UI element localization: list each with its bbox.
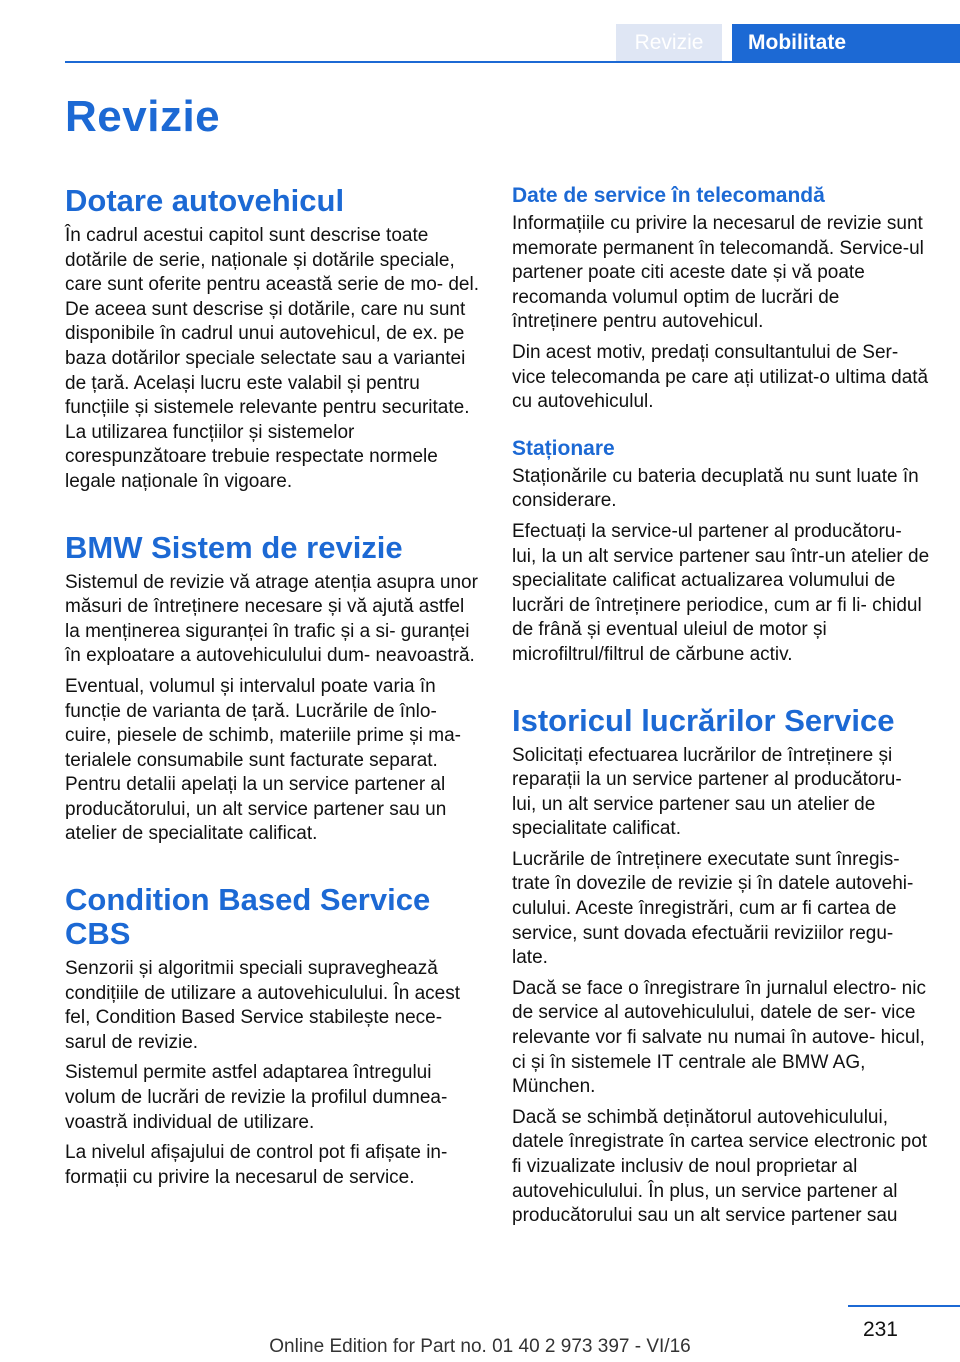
paragraph: Lucrările de întreținere executate sunt înregis‐ trate în dovezile de revizie și în datele autovehi‐ culului. Aceste înregistrări, cum ar fi cartea de service, sunt dovada efectuării reviziilor regu‐ late.: [512, 848, 914, 969]
subsection-title-telecomanda: Date de service în telecomandă: [512, 184, 825, 207]
header-divider: [65, 61, 960, 63]
section-title-dotare: Dotare autovehicul: [65, 183, 345, 218]
paragraph: Sistemul permite astfel adaptarea întregului volum de lucrări de revizie la profilul dumnea‐ voastră individual de utilizare.: [65, 1062, 448, 1133]
paragraph: Sistemul de revizie vă atrage atenția asupra unor măsuri de întreținere necesare și vă ajută astfel la menținerea siguranței în trafic și a si‐ guranței în exploatare a autovehiculului dum‐ neavoastră.: [65, 571, 478, 667]
left-column: [65, 184, 483, 1196]
page-title: Revizie: [65, 92, 221, 141]
tab-revizie[interactable]: Revizie: [616, 24, 722, 62]
paragraph: Informațiile cu privire la necesarul de revizie sunt memorate permanent în telecomandă. Service-ul partener poate citi aceste date și vă poate recomanda volumul optim de lucrări de întreținere pentru autovehicul.: [512, 213, 924, 333]
section-title-sistem-revizie: BMW Sistem de revizie: [65, 529, 403, 565]
tab-mobilitate[interactable]: Mobilitate: [732, 24, 960, 62]
paragraph: Efectuați la service-ul partener al producătoru‐ lui, la un alt service partener sau într-un atelier de specialitate calificat actualizarea volumului de lucrări de întreținere periodice, cum ar fi li‐ chidul de frână și eventual uleiul de motor și microfiltrul/filtrul de cărbune activ.: [512, 520, 930, 665]
paragraph: La nivelul afișajului de control pot fi afișate in‐ formații cu privire la necesarul de service.: [65, 1142, 448, 1188]
right-column: [512, 184, 930, 1235]
paragraph: Din acest motiv, predați consultantului de Ser‐ vice telecomanda pe care ați utilizat-o ultima dată cu autovehiculul.: [512, 341, 929, 413]
page-number: 231: [862, 1318, 898, 1341]
paragraph: Dacă se schimbă deținătorul autovehiculului, datele înregistrate în cartea service electronic pot fi vizualizate inclusiv de noul proprietar al autovehiculului. În plus, un service partener al producătorului sau un alt service partener sau: [512, 1106, 928, 1227]
paragraph: În cadrul acestui capitol sunt descrise toate dotările de serie, naționale și dotările speciale, care sunt oferite pentru această serie de mo‐ del. De aceea sunt descrise și dotările, care nu sunt disponibile în cadrul unui autovehicul, de ex. pe baza dotărilor speciale selectate sau a variantei de țară. Același lucru este valabil și pentru funcțiile și sistemele relevante pentru securitate. La utilizarea funcțiilor și sistemelor corespunzătoare trebuie respectate normele legale naționale în vigoare.: [65, 225, 480, 492]
paragraph: Staționările cu bateria decuplată nu sunt luate în considerare.: [512, 465, 919, 512]
edition-footer: Online Edition for Part no. 01 40 2 973 397 - VI/16: [269, 1336, 691, 1357]
section-title-cbs: Condition Based Service CBS: [65, 882, 431, 952]
subsection-title-stationare: Staționare: [512, 436, 615, 460]
page-header: [0, 0, 960, 62]
paragraph: Eventual, volumul și intervalul poate varia în funcție de varianta de țară. Lucrările de înlo‐ cuire, piesele de schimb, materiile prime și ma‐ terialele consumabile sunt facturate separat. Pentru detalii apelați la un service partener al producătorului, un alt service partener sau un atelier de specialitate calificat.: [65, 675, 461, 845]
footer-divider: [848, 1305, 960, 1307]
paragraph: Senzorii și algoritmii speciali supraveghează condițiile de utilizare a autovehiculului. În acest fel, Condition Based Service stabilește nece‐ sarul de revizie.: [65, 958, 461, 1053]
paragraph: Solicitați efectuarea lucrărilor de întreținere și reparații la un service partener al producătoru‐ lui, un alt service partener sau un atelier de specialitate calificat.: [512, 744, 902, 840]
paragraph: Dacă se face o înregistrare în jurnalul electro‐ nic de service al autovehiculului, datele de ser‐ vice relevante vor fi salvate nu numai în autove‐ hicul, ci și în sistemele IT centrale ale BMW AG, München.: [512, 977, 926, 1098]
section-title-istoric: Istoricul lucrărilor Service: [512, 702, 895, 738]
